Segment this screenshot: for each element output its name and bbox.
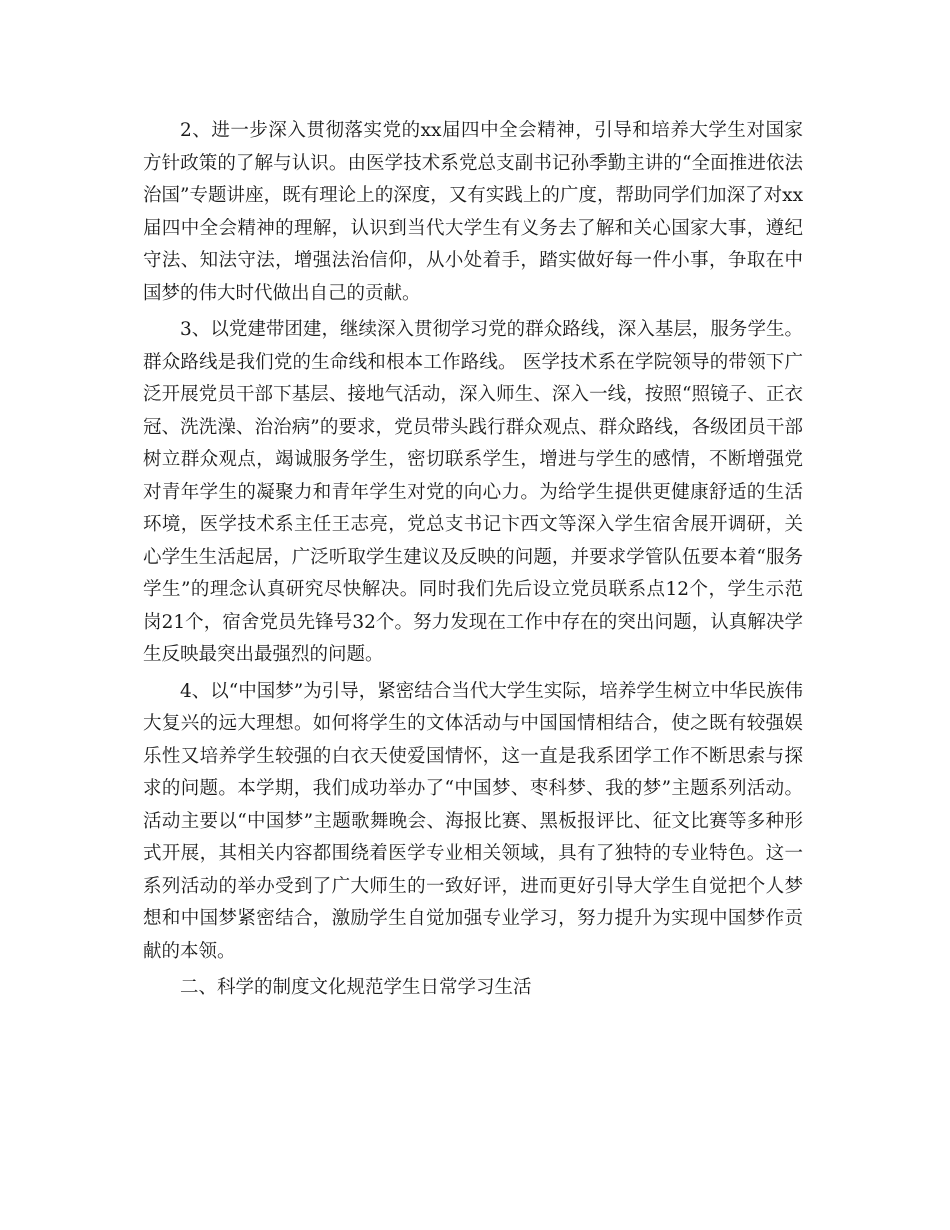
paragraph-item-4: 4、以“中国梦”为引导，紧密结合当代大学生实际，培养学生树立中华民族伟大复兴的远大理想。如何将学生的文体活动与中国国情相结合，使之既有较强娱乐性又培养学生较强的白衣天使爱国情怀，这一直是我系团学工作不断思索与探求的问题。本学期，我们成功举办了“中国梦、枣科梦、我的梦”主题系列活动。活动主要以“中国梦”主题歌舞晚会、海报比赛、黑板报评比、征文比赛等多种形式开展，其相关内容都围绕着医学专业相关领域，具有了独特的专业特色。这一系列活动的举办受到了广大师生的一致好评，进而更好引导大学生自觉把个人梦想和中国梦紧密结合，激励学生自觉加强专业学习，努力提升为实现中国梦作贡献的本领。 xyxy=(143,680,803,962)
paragraph-item-3: 3、以党建带团建，继续深入贯彻学习党的群众路线，深入基层，服务学生。群众路线是我们党的生命线和根本工作路线。 医学技术系在学院领导的带领下广泛开展党员干部下基层、接地气活动，深入师生、深入一线，按照“照镜子、正衣冠、洗洗澡、治治病”的要求，党员带头践行群众观点、群众路线，各级团员干部树立群众观点，竭诚服务学生，密切联系学生，增进与学生的感情，不断增强党对青年学生的凝聚力和青年学生对党的向心力。为给学生提供更健康舒适的生活环境，医学技术系主任王志亮，党总支书记卞西文等深入学生宿舍展开调研，关心学生生活起居，广泛听取学生建议及反映的问题，并要求学管队伍要本着“服务学生”的理念认真研究尽快解决。同时我们先后设立党员联系点12个，学生示范岗21个，宿舍党员先锋号32个。努力发现在工作中存在的突出问题，认真解决学生反映最突出最强烈的问题。 xyxy=(143,319,803,665)
section-heading: 二、科学的制度文化规范学生日常学习生活 xyxy=(180,977,532,998)
paragraph-item-2: 2、进一步深入贯彻落实党的xx届四中全会精神，引导和培养大学生对国家方针政策的了解与认识。由医学技术系党总支副书记孙季勤主讲的“全面推进依法治国”专题讲座，既有理论上的深度，又有实践上的广度，帮助同学们加深了对xx届四中全会精神的理解，认识到当代大学生有义务去了解和关心国家大事，遵纪守法、知法守法，增强法治信仰，从小处着手，踏实做好每一件小事，争取在中国梦的伟大时代做出自己的贡献。 xyxy=(143,120,803,304)
document-body xyxy=(143,115,803,1005)
